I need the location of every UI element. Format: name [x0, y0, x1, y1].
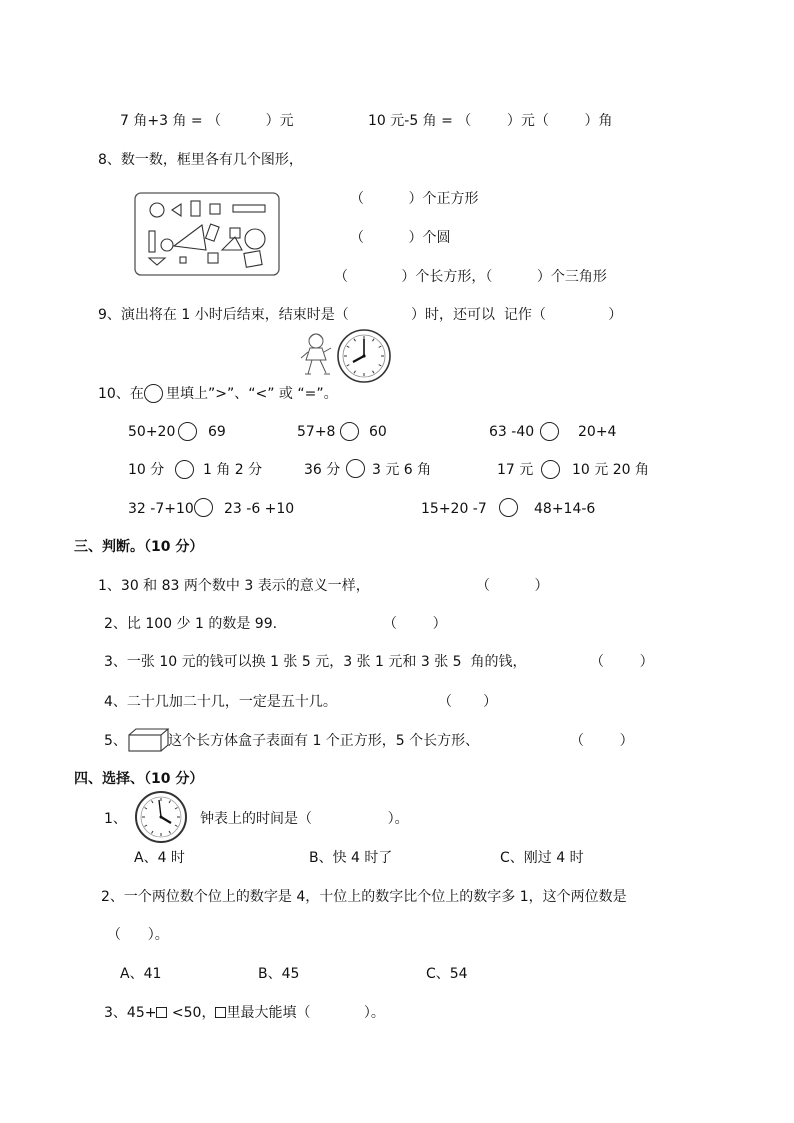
section3-title: 三、判断。（10 分）	[74, 539, 204, 555]
judge-item-5: 这个长方体盒子表面有 1 个正方形，5 个长方形、	[168, 733, 480, 749]
q10-r1-b-right: 60	[369, 424, 387, 440]
choice-1-number: 1、	[104, 811, 127, 827]
judge-item-1: 1、30 和 83 两个数中 3 表示的意义一样，	[98, 578, 370, 594]
q10-r3-b-right: 48+14-6	[534, 501, 596, 517]
clock-4-oclock-icon	[134, 790, 188, 844]
cuboid-box-icon	[128, 728, 170, 752]
choice-2-text: 2、一个两位数个位上的数字是 4，十位上的数字比个位上的数字多 1，这个两位数是	[101, 889, 627, 905]
q10-r1-a-left: 50+20	[128, 424, 176, 440]
blank-square-icon	[215, 1007, 226, 1018]
choice-3-part-a: 3、45+	[104, 1005, 157, 1021]
clock-8-oclock-icon	[336, 328, 392, 384]
choice-3-part-b: <50，	[167, 1005, 216, 1021]
q10-r2-a-left: 10 分	[128, 462, 165, 478]
q8-rects-triangles: （ ）个长方形，（ ）个三角形	[334, 269, 607, 285]
girl-figure-icon	[296, 330, 336, 380]
choice-1-option-c: C、刚过 4 时	[500, 850, 584, 866]
judge-bracket-3: （ ）	[590, 654, 654, 670]
choice-3-part-c: 里最大能填（ ）。	[226, 1005, 385, 1021]
q8-squares: （ ）个正方形	[350, 191, 479, 207]
choice-2-option-b: B、45	[258, 966, 300, 982]
choice-2-blank: （ ）。	[107, 927, 169, 943]
judge-bracket-5: （ ）	[570, 733, 634, 749]
judge-item-2: 2、比 100 少 1 的数是 99.	[104, 616, 278, 632]
q10-r1-a-right: 69	[208, 424, 226, 440]
choice-1-text: 钟表上的时间是（ ）。	[200, 811, 409, 827]
q10-r1-c-left: 63 -40	[489, 424, 535, 440]
q10-r2-b-left: 36 分	[304, 462, 341, 478]
q10-r3-a-left: 32 -7+10	[128, 501, 194, 517]
q10-r1-c-right: 20+4	[578, 424, 617, 440]
compare-circle-example	[144, 384, 163, 403]
q10-r3-b-left: 15+20 -7	[421, 501, 487, 517]
choice-1-option-b: B、快 4 时了	[309, 850, 393, 866]
compare-circle-r1-a[interactable]	[178, 422, 197, 441]
judge-item-5-number: 5、	[104, 733, 127, 749]
q10-r2-c-left: 17 元	[497, 462, 534, 478]
compare-circle-r2-b[interactable]	[346, 459, 365, 478]
q10-r1-b-left: 57+8	[297, 424, 336, 440]
q8-prompt: 8、数一数，框里各有几个图形，	[98, 152, 303, 168]
q10-r2-a-right: 1 角 2 分	[203, 462, 263, 478]
compare-circle-r2-c[interactable]	[541, 460, 560, 479]
q7-item-b: 10 元-5 角 = （ ）元（ ）角	[368, 113, 613, 129]
shapes-box-figure	[134, 192, 280, 276]
section4-title: 四、选择、（10 分）	[74, 771, 204, 787]
q10-r3-a-right: 23 -6 +10	[224, 501, 295, 517]
judge-bracket-2: （ ）	[383, 616, 447, 632]
q8-circles: （ ）个圆	[350, 230, 451, 246]
compare-circle-r2-a[interactable]	[175, 460, 194, 479]
q10-prompt-b: 里填上”>”、“<” 或 “=”。	[166, 386, 338, 402]
q10-r2-c-right: 10 元 20 角	[572, 462, 649, 478]
compare-circle-r3-a[interactable]	[194, 498, 213, 517]
judge-item-3: 3、一张 10 元的钱可以换 1 张 5 元，3 张 1 元和 3 张 5 角的钱，	[104, 654, 527, 670]
judge-bracket-4: （ ）	[438, 694, 498, 710]
judge-bracket-1: （ ）	[476, 578, 549, 594]
blank-square-icon	[156, 1007, 167, 1018]
q10-prompt-a: 10、在	[98, 386, 144, 402]
compare-circle-r3-b[interactable]	[499, 498, 518, 517]
q7-item-a: 7 角+3 角 = （ ）元	[120, 113, 294, 129]
compare-circle-r1-b[interactable]	[340, 422, 359, 441]
choice-2-option-a: A、41	[120, 966, 162, 982]
q9-prompt: 9、演出将在 1 小时后结束，结束时是（ ）时，还可以 记作（ ）	[98, 307, 623, 323]
choice-3-text	[104, 1004, 385, 1022]
judge-item-4: 4、二十几加二十几，一定是五十几。	[104, 694, 337, 710]
choice-1-option-a: A、4 时	[134, 850, 185, 866]
q10-r2-b-right: 3 元 6 角	[372, 462, 432, 478]
compare-circle-r1-c[interactable]	[540, 422, 559, 441]
choice-2-option-c: C、54	[426, 966, 468, 982]
